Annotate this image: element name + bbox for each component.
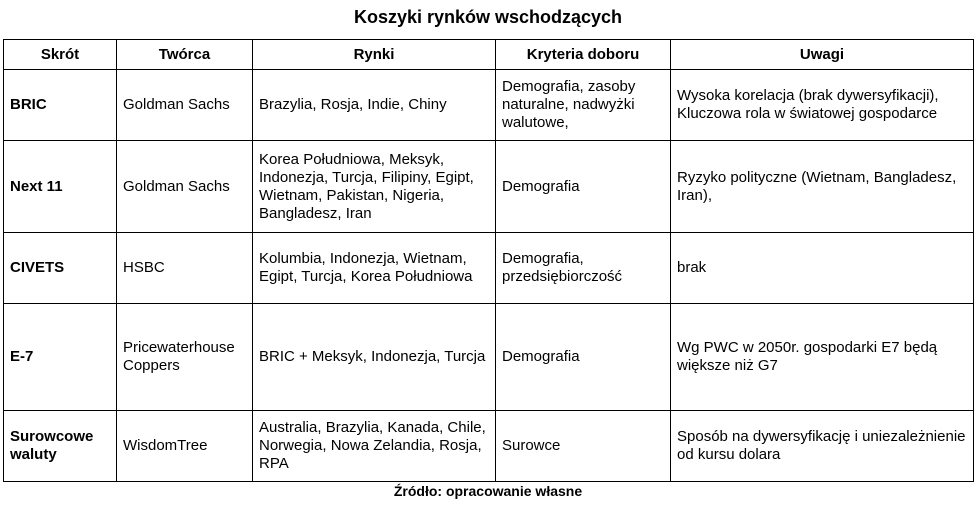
- source-note: Źródło: opracowanie własne: [393, 483, 583, 499]
- header-skrot: Skrót: [4, 40, 117, 70]
- cell-skrot: BRIC: [4, 70, 117, 141]
- header-uwagi: Uwagi: [671, 40, 974, 70]
- cell-kryteria: Demografia: [496, 141, 671, 233]
- cell-uwagi: Wysoka korelacja (brak dywersyfikacji), Kluczowa rola w światowej gospodarce: [671, 70, 974, 141]
- cell-rynki: BRIC + Meksyk, Indonezja, Turcja: [253, 304, 496, 411]
- table-row: [4, 70, 974, 141]
- table-row: [4, 411, 974, 482]
- cell-tworca: HSBC: [117, 233, 253, 304]
- cell-skrot: CIVETS: [4, 233, 117, 304]
- cell-skrot: E-7: [4, 304, 117, 411]
- header-row: [4, 40, 974, 70]
- cell-uwagi: Sposób na dywersyfikację i uniezależnienie od kursu dolara: [671, 411, 974, 482]
- header-kryteria: Kryteria doboru: [496, 40, 671, 70]
- table-row: [4, 141, 974, 233]
- cell-uwagi: Wg PWC w 2050r. gospodarki E7 będą większe niż G7: [671, 304, 974, 411]
- cell-kryteria: Demografia, zasoby naturalne, nadwyżki walutowe,: [496, 70, 671, 141]
- cell-rynki: Australia, Brazylia, Kanada, Chile, Norwegia, Nowa Zelandia, Rosja, RPA: [253, 411, 496, 482]
- cell-uwagi: brak: [671, 233, 974, 304]
- cell-tworca: Goldman Sachs: [117, 141, 253, 233]
- cell-tworca: Pricewaterhouse Coppers: [117, 304, 253, 411]
- cell-kryteria: Demografia: [496, 304, 671, 411]
- cell-rynki: Brazylia, Rosja, Indie, Chiny: [253, 70, 496, 141]
- cell-skrot: Surowcowe waluty: [4, 411, 117, 482]
- cell-kryteria: Demografia, przedsiębiorczość: [496, 233, 671, 304]
- header-rynki: Rynki: [253, 40, 496, 70]
- cell-tworca: WisdomTree: [117, 411, 253, 482]
- cell-kryteria: Surowce: [496, 411, 671, 482]
- table-row: [4, 304, 974, 411]
- emerging-markets-table: [3, 39, 974, 482]
- cell-rynki: Korea Południowa, Meksyk, Indonezja, Turcja, Filipiny, Egipt, Wietnam, Pakistan, Nigeria, Bangladesz, Iran: [253, 141, 496, 233]
- header-tworca: Twórca: [117, 40, 253, 70]
- cell-tworca: Goldman Sachs: [117, 70, 253, 141]
- cell-skrot: Next 11: [4, 141, 117, 233]
- cell-rynki: Kolumbia, Indonezja, Wietnam, Egipt, Turcja, Korea Południowa: [253, 233, 496, 304]
- table-title: Koszyki rynków wschodzących: [353, 7, 623, 27]
- table-row: [4, 233, 974, 304]
- cell-uwagi: Ryzyko polityczne (Wietnam, Bangladesz, Iran),: [671, 141, 974, 233]
